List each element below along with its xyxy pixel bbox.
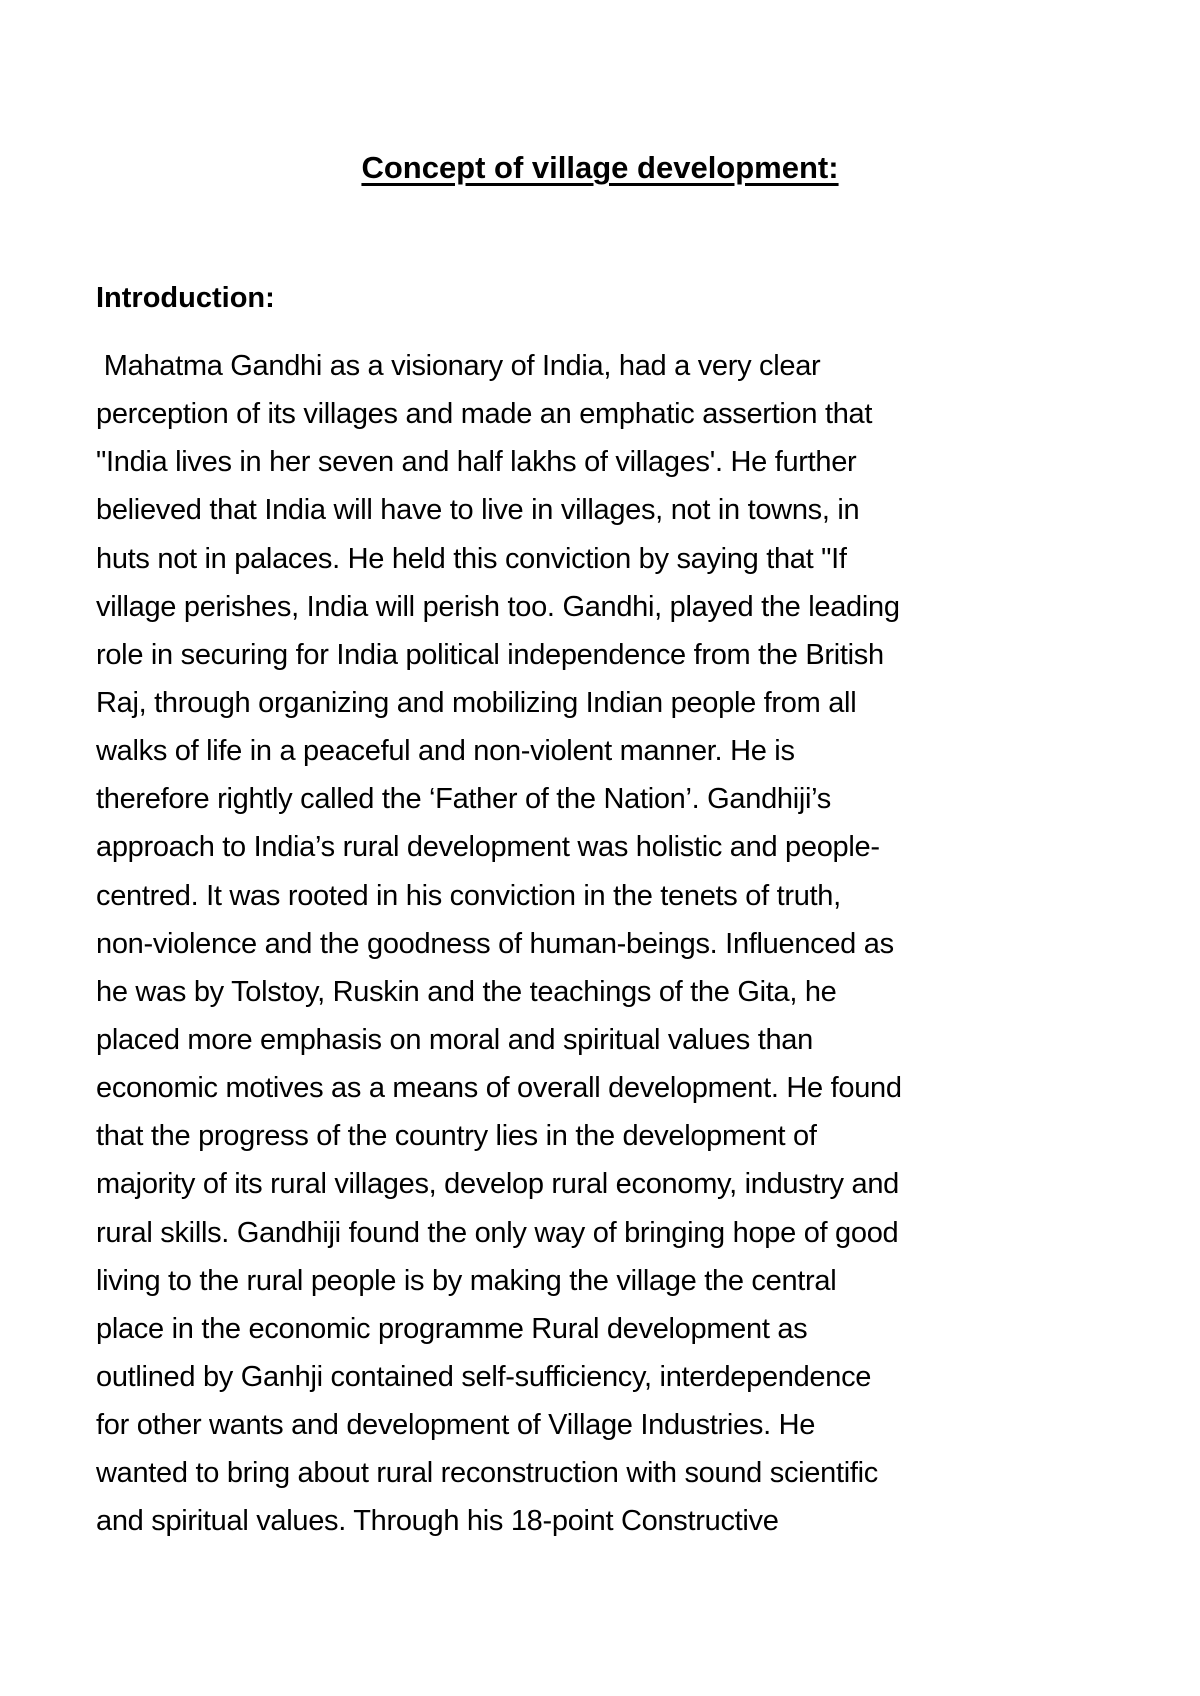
paragraph-line: Raj, through organizing and mobilizing Indian people from all	[96, 686, 857, 719]
paragraph-line: for other wants and development of Village Industries. He	[96, 1409, 816, 1442]
paragraph-line: centred. It was rooted in his conviction in the tenets of truth,	[96, 879, 841, 912]
paragraph-line: living to the rural people is by making the village the central	[96, 1264, 837, 1297]
paragraph-line: rural skills. Gandhiji found the only way of bringing hope of good	[96, 1216, 899, 1249]
paragraph-line: and spiritual values. Through his 18-point Constructive	[96, 1505, 779, 1538]
paragraph-line: non-violence and the goodness of human-beings. Influenced as	[96, 927, 894, 960]
paragraph-line: Mahatma Gandhi as a visionary of India, had a very clear	[96, 350, 821, 382]
paragraph-line: village perishes, India will perish too. Gandhi, played the leading	[96, 590, 900, 623]
paragraph-line: economic motives as a means of overall development. He found	[96, 1072, 902, 1105]
paragraph-line: approach to India’s rural development was holistic and people-	[96, 831, 880, 864]
document-title: Concept of village development:	[361, 150, 839, 185]
section-heading-introduction: Introduction:	[96, 282, 275, 314]
paragraph-line: placed more emphasis on moral and spiritual values than	[96, 1023, 813, 1056]
paragraph-line: role in securing for India political independence from the British	[96, 638, 884, 671]
paragraph-line: he was by Tolstoy, Ruskin and the teachings of the Gita, he	[96, 975, 837, 1008]
body-paragraph	[96, 342, 1106, 1546]
paragraph-line: perception of its villages and made an emphatic assertion that	[96, 398, 873, 431]
paragraph-line: huts not in palaces. He held this conviction by saying that "If	[96, 542, 847, 575]
paragraph-line: "India lives in her seven and half lakhs of villages'. He further	[96, 446, 857, 479]
paragraph-line: majority of its rural villages, develop rural economy, industry and	[96, 1168, 900, 1201]
paragraph-line: that the progress of the country lies in the development of	[96, 1120, 817, 1153]
paragraph-line: outlined by Ganhji contained self-sufficiency, interdependence	[96, 1360, 872, 1393]
paragraph-line: walks of life in a peaceful and non-violent manner. He is	[96, 735, 795, 768]
paragraph-line: believed that India will have to live in villages, not in towns, in	[96, 494, 860, 527]
paragraph-line: wanted to bring about rural reconstruction with sound scientific	[96, 1457, 878, 1490]
paragraph-line: place in the economic programme Rural development as	[96, 1312, 808, 1345]
paragraph-line: therefore rightly called the ‘Father of the Nation’. Gandhiji’s	[96, 783, 831, 816]
